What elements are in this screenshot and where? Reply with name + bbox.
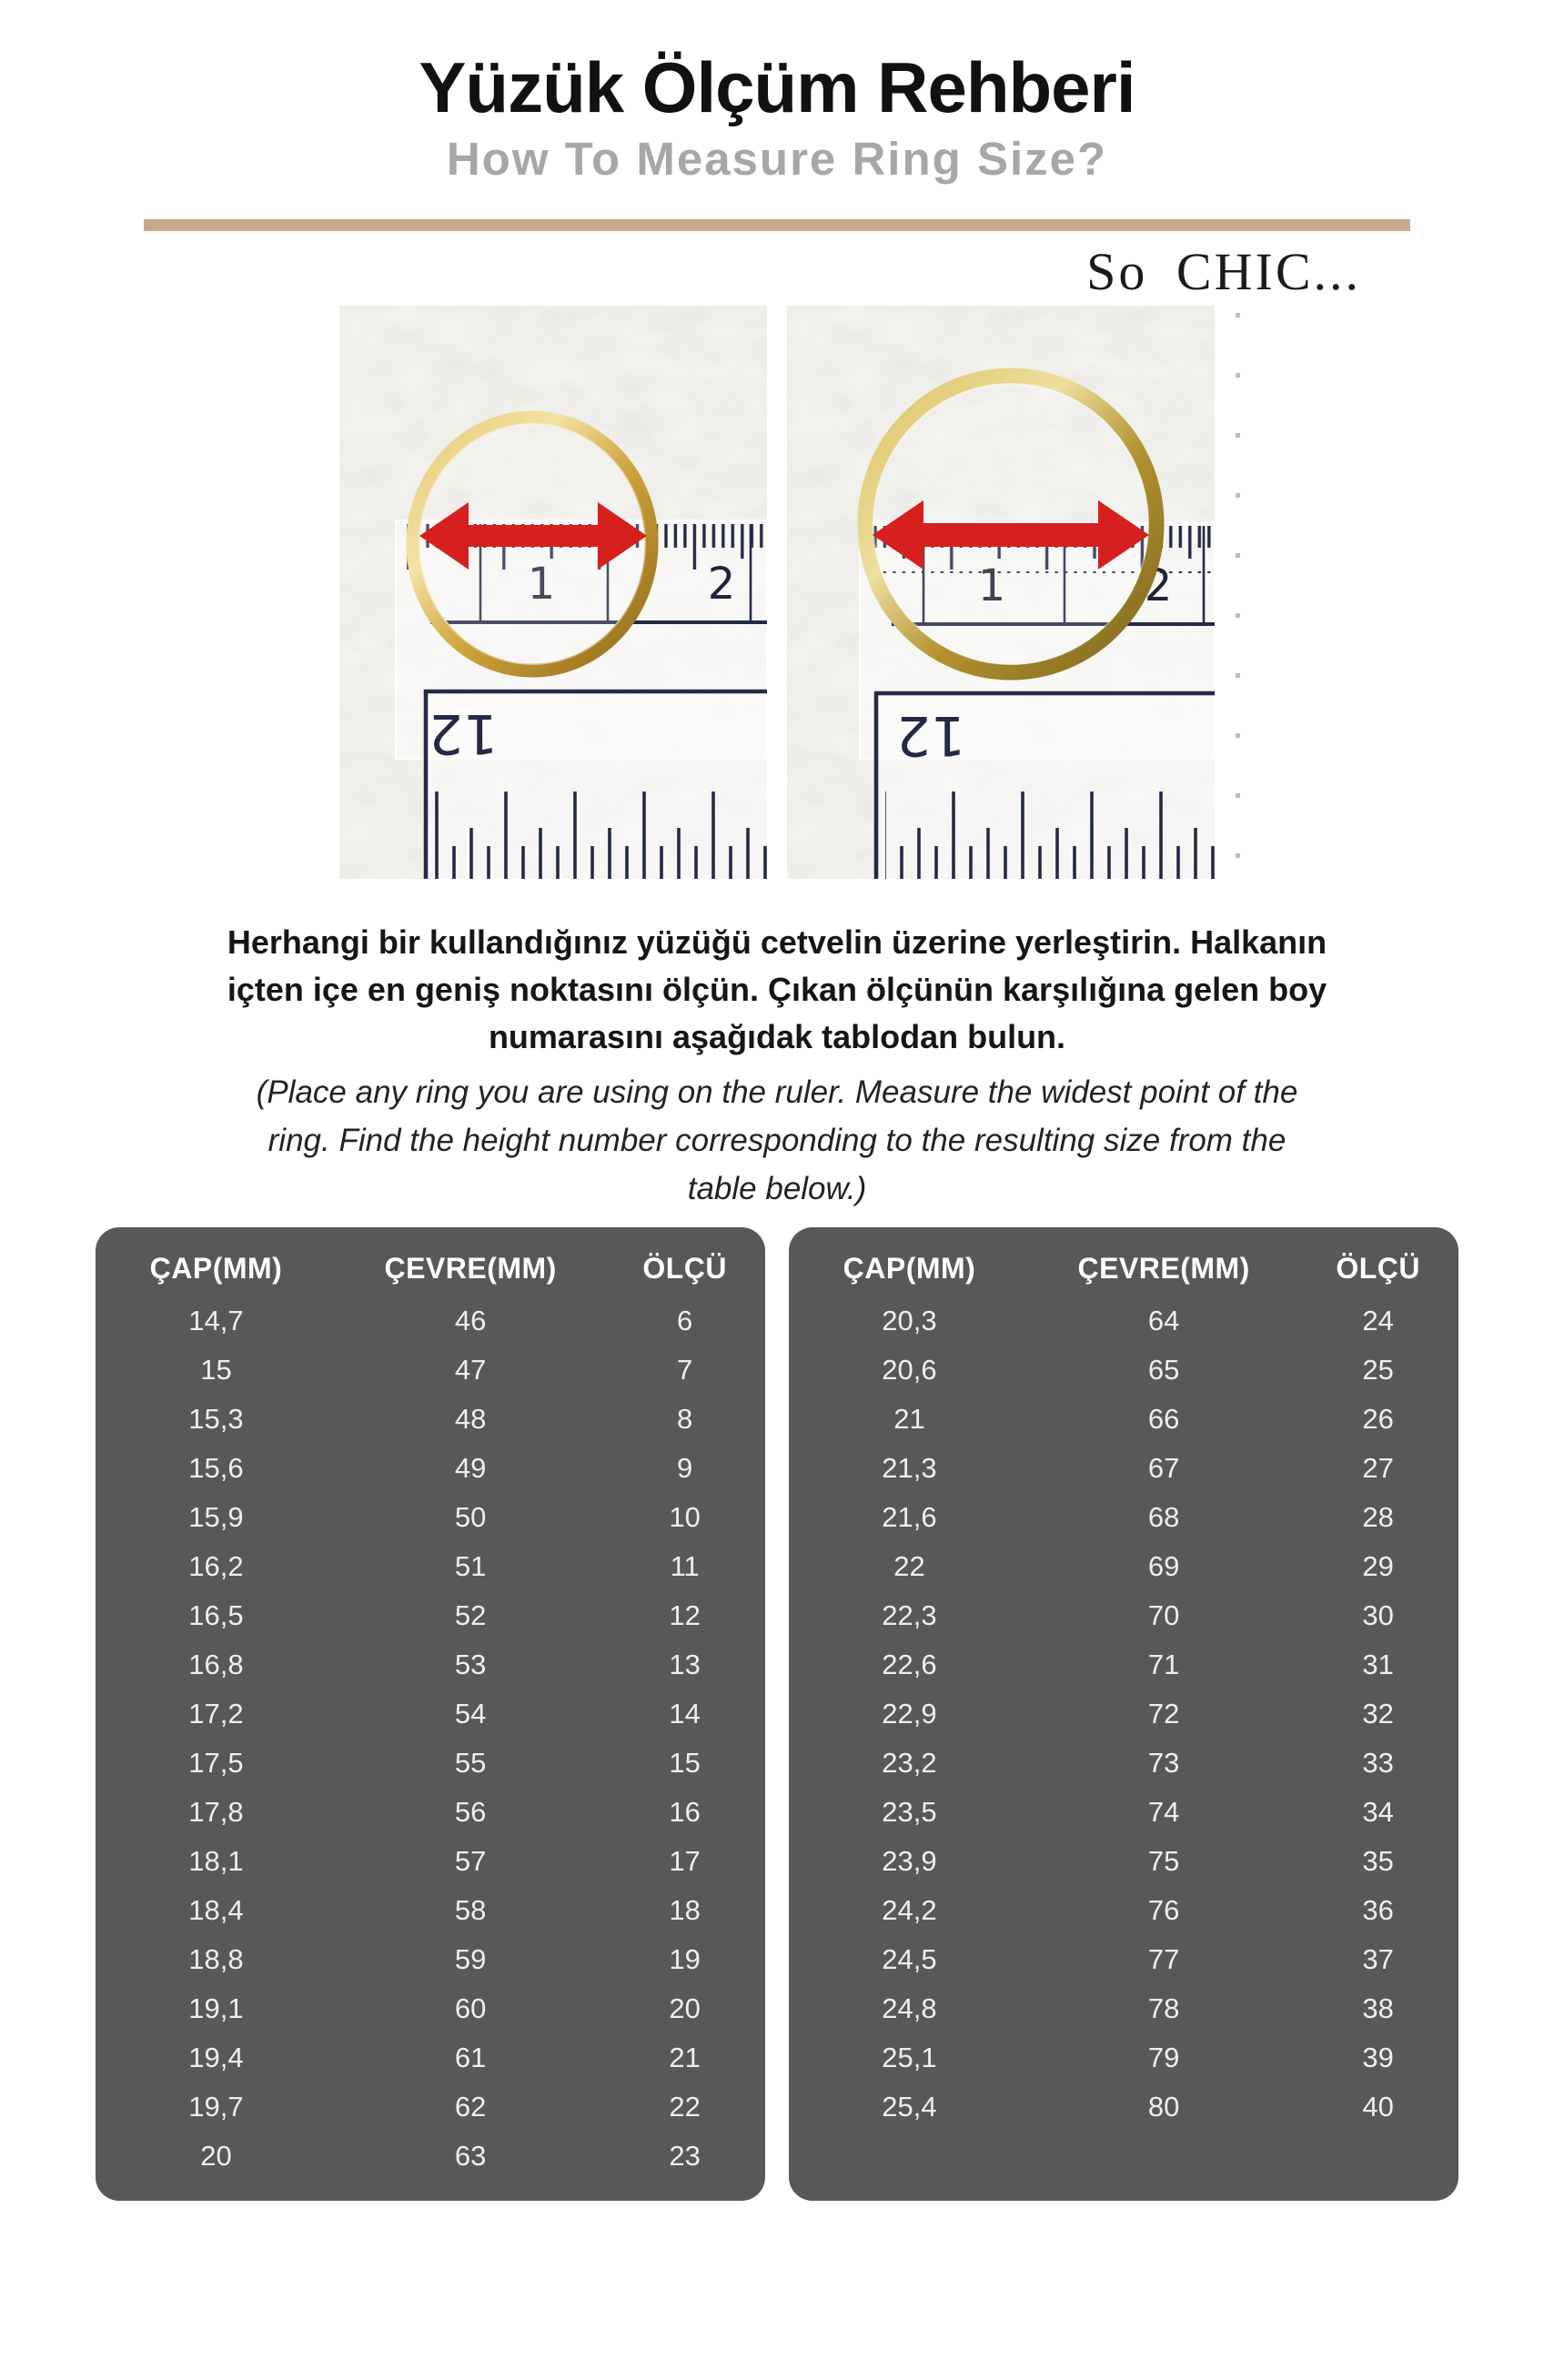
cell-circumference: 78 bbox=[1147, 1992, 1180, 2025]
cell-size: 40 bbox=[1362, 2091, 1394, 2123]
table-row bbox=[789, 1444, 1458, 1493]
table-row bbox=[789, 1395, 1458, 1444]
cell-diameter: 22,9 bbox=[882, 1698, 937, 1730]
table-header-row bbox=[789, 1240, 1458, 1296]
bottom-ticks bbox=[885, 788, 1215, 879]
table-row bbox=[96, 1493, 765, 1542]
table-row bbox=[96, 1542, 765, 1591]
cell-size: 17 bbox=[669, 1845, 701, 1878]
cell-size: 36 bbox=[1362, 1894, 1394, 1927]
cell-size: 33 bbox=[1362, 1747, 1394, 1780]
table-row bbox=[789, 1935, 1458, 1984]
cell-circumference: 76 bbox=[1147, 1894, 1180, 1927]
column-header-diameter: ÇAP(MM) bbox=[843, 1252, 976, 1286]
cell-diameter: 17,2 bbox=[188, 1698, 244, 1730]
table-row bbox=[96, 1886, 765, 1935]
table-row bbox=[789, 1591, 1458, 1640]
table-row bbox=[96, 1837, 765, 1886]
cell-circumference: 56 bbox=[454, 1796, 487, 1829]
cell-diameter: 23,5 bbox=[882, 1796, 937, 1829]
table-row bbox=[789, 1739, 1458, 1788]
table-row bbox=[96, 1935, 765, 1984]
table-row bbox=[96, 1640, 765, 1689]
instructions-english-line: ring. Find the height number corresponding to the resulting size from the bbox=[267, 1123, 1287, 1159]
ruler-number-1: 1 bbox=[977, 560, 1006, 612]
page-subtitle: How To Measure Ring Size? bbox=[446, 132, 1108, 185]
column-header-diameter: ÇAP(MM) bbox=[149, 1252, 283, 1286]
reversed-ruler-number: 12 bbox=[428, 701, 499, 766]
table-row bbox=[96, 1296, 765, 1346]
table-row bbox=[789, 1542, 1458, 1591]
cell-diameter: 23,2 bbox=[882, 1747, 937, 1780]
table-row bbox=[96, 1739, 765, 1788]
cell-size: 7 bbox=[677, 1354, 693, 1387]
cell-diameter: 19,1 bbox=[188, 1992, 244, 2025]
cell-diameter: 21,3 bbox=[882, 1452, 937, 1485]
cell-diameter: 23,9 bbox=[882, 1845, 937, 1878]
cell-diameter: 22,3 bbox=[882, 1599, 937, 1632]
cell-circumference: 51 bbox=[454, 1550, 487, 1583]
cell-circumference: 53 bbox=[454, 1649, 487, 1681]
cell-size: 34 bbox=[1362, 1796, 1394, 1829]
cell-size: 37 bbox=[1362, 1943, 1394, 1976]
size-tables bbox=[96, 1227, 1458, 2201]
cell-size: 23 bbox=[669, 2140, 701, 2173]
table-body bbox=[96, 1296, 765, 2181]
dotted-separator bbox=[1236, 313, 1240, 870]
cell-circumference: 54 bbox=[454, 1698, 487, 1730]
instructions-turkish-line: Herhangi bir kullandığınız yüzüğü cetvelin üzerine yerleştirin. Halkanın bbox=[227, 923, 1327, 962]
table-row bbox=[789, 1689, 1458, 1739]
column-header-circumference: ÇEVRE(MM) bbox=[384, 1252, 557, 1286]
cell-circumference: 65 bbox=[1147, 1354, 1180, 1387]
cell-diameter: 15 bbox=[200, 1354, 232, 1387]
cell-circumference: 59 bbox=[454, 1943, 487, 1976]
cell-size: 26 bbox=[1362, 1403, 1394, 1436]
reversed-ruler-number: 12 bbox=[895, 703, 966, 768]
brand-logo: So CHIC... bbox=[1086, 242, 1361, 302]
cell-circumference: 70 bbox=[1147, 1599, 1180, 1632]
cell-diameter: 15,3 bbox=[188, 1403, 244, 1436]
cell-circumference: 75 bbox=[1147, 1845, 1180, 1878]
table-row bbox=[96, 1984, 765, 2033]
cell-size: 32 bbox=[1362, 1698, 1394, 1730]
cell-diameter: 25,4 bbox=[882, 2091, 937, 2123]
cell-size: 20 bbox=[669, 1992, 701, 2025]
ruler-number-1: 1 bbox=[527, 559, 556, 610]
table-row bbox=[96, 2033, 765, 2082]
cell-size: 8 bbox=[677, 1403, 693, 1436]
cell-size: 6 bbox=[677, 1305, 693, 1337]
table-row bbox=[96, 1591, 765, 1640]
photo-ring-small bbox=[339, 306, 767, 879]
cell-circumference: 62 bbox=[454, 2091, 487, 2123]
table-row bbox=[96, 1788, 765, 1837]
size-table-large-sizes bbox=[789, 1227, 1458, 2201]
ruler-bottom-scale bbox=[426, 691, 767, 879]
instructions-english-line: (Place any ring you are using on the ruler. Measure the widest point of the bbox=[256, 1074, 1298, 1111]
page-title: Yüzük Ölçüm Rehberi bbox=[419, 47, 1135, 127]
cell-diameter: 20,6 bbox=[882, 1354, 937, 1387]
instructions-turkish bbox=[0, 919, 1554, 1061]
cell-circumference: 57 bbox=[454, 1845, 487, 1878]
cell-size: 13 bbox=[669, 1649, 701, 1681]
cell-circumference: 46 bbox=[454, 1305, 487, 1337]
cell-diameter: 21 bbox=[893, 1403, 925, 1436]
cell-circumference: 48 bbox=[454, 1403, 487, 1436]
table-row bbox=[789, 1837, 1458, 1886]
cell-diameter: 18,4 bbox=[188, 1894, 244, 1927]
cell-size: 22 bbox=[669, 2091, 701, 2123]
instructions-english bbox=[0, 1068, 1554, 1213]
cell-size: 29 bbox=[1362, 1550, 1394, 1583]
table-row bbox=[789, 2033, 1458, 2082]
bottom-ticks bbox=[434, 788, 767, 879]
ruler-number-2: 2 bbox=[707, 559, 736, 610]
cell-circumference: 49 bbox=[454, 1452, 487, 1485]
cell-size: 30 bbox=[1362, 1599, 1394, 1632]
cell-diameter: 20,3 bbox=[882, 1305, 937, 1337]
cell-size: 25 bbox=[1362, 1354, 1394, 1387]
photo-ring-large bbox=[787, 306, 1215, 879]
table-row bbox=[96, 1689, 765, 1739]
cell-diameter: 24,5 bbox=[882, 1943, 937, 1976]
divider-bar bbox=[144, 219, 1410, 231]
table-header-row bbox=[96, 1240, 765, 1296]
cell-circumference: 58 bbox=[454, 1894, 487, 1927]
cell-circumference: 66 bbox=[1147, 1403, 1180, 1436]
instructions-turkish-line: numarasını aşağıdak tablodan bulun. bbox=[488, 1018, 1066, 1056]
cell-circumference: 52 bbox=[454, 1599, 487, 1632]
cell-circumference: 80 bbox=[1147, 2091, 1180, 2123]
cell-circumference: 60 bbox=[454, 1992, 487, 2025]
cell-diameter: 15,6 bbox=[188, 1452, 244, 1485]
cell-size: 16 bbox=[669, 1796, 701, 1829]
cell-diameter: 17,5 bbox=[188, 1747, 244, 1780]
cell-circumference: 77 bbox=[1147, 1943, 1180, 1976]
cell-diameter: 21,6 bbox=[882, 1501, 937, 1534]
cell-circumference: 69 bbox=[1147, 1550, 1180, 1583]
table-row bbox=[96, 1444, 765, 1493]
cell-diameter: 18,1 bbox=[188, 1845, 244, 1878]
cell-size: 9 bbox=[677, 1452, 693, 1485]
table-row bbox=[789, 1640, 1458, 1689]
cell-circumference: 79 bbox=[1147, 2042, 1180, 2074]
table-row bbox=[96, 2132, 765, 2181]
cell-circumference: 64 bbox=[1147, 1305, 1180, 1337]
table-row bbox=[789, 1984, 1458, 2033]
table-row bbox=[96, 2082, 765, 2132]
cell-size: 15 bbox=[669, 1747, 701, 1780]
cell-diameter: 17,8 bbox=[188, 1796, 244, 1829]
cell-diameter: 22 bbox=[893, 1550, 925, 1583]
cell-size: 28 bbox=[1362, 1501, 1394, 1534]
column-header-circumference: ÇEVRE(MM) bbox=[1077, 1252, 1250, 1286]
cell-size: 21 bbox=[669, 2042, 701, 2074]
cell-circumference: 72 bbox=[1147, 1698, 1180, 1730]
column-header-size: ÖLÇÜ bbox=[1336, 1252, 1420, 1286]
cell-size: 27 bbox=[1362, 1452, 1394, 1485]
cell-size: 35 bbox=[1362, 1845, 1394, 1878]
ruler-number-2: 2 bbox=[1144, 560, 1173, 612]
cell-size: 31 bbox=[1362, 1649, 1394, 1681]
cell-diameter: 25,1 bbox=[882, 2042, 937, 2074]
cell-size: 39 bbox=[1362, 2042, 1394, 2074]
cell-size: 12 bbox=[669, 1599, 701, 1632]
cell-diameter: 16,2 bbox=[188, 1550, 244, 1583]
cell-circumference: 47 bbox=[454, 1354, 487, 1387]
cell-circumference: 55 bbox=[454, 1747, 487, 1780]
table-row bbox=[789, 1296, 1458, 1346]
cell-diameter: 14,7 bbox=[188, 1305, 244, 1337]
table-row bbox=[789, 1788, 1458, 1837]
size-table-small-sizes bbox=[96, 1227, 765, 2201]
table-row bbox=[789, 1346, 1458, 1395]
cell-diameter: 16,8 bbox=[188, 1649, 244, 1681]
table-row bbox=[789, 1493, 1458, 1542]
cell-diameter: 20 bbox=[200, 2140, 232, 2173]
cell-circumference: 74 bbox=[1147, 1796, 1180, 1829]
cell-circumference: 61 bbox=[454, 2042, 487, 2074]
cell-diameter: 24,8 bbox=[882, 1992, 937, 2025]
cell-size: 18 bbox=[669, 1894, 701, 1927]
table-row bbox=[96, 1346, 765, 1395]
cell-diameter: 24,2 bbox=[882, 1894, 937, 1927]
cell-diameter: 16,5 bbox=[188, 1599, 244, 1632]
cell-size: 24 bbox=[1362, 1305, 1394, 1337]
cell-diameter: 22,6 bbox=[882, 1649, 937, 1681]
cell-size: 11 bbox=[670, 1550, 700, 1583]
cell-size: 19 bbox=[669, 1943, 701, 1976]
cell-size: 10 bbox=[669, 1501, 701, 1534]
cell-diameter: 15,9 bbox=[188, 1501, 244, 1534]
cell-diameter: 19,7 bbox=[188, 2091, 244, 2123]
table-row bbox=[789, 2082, 1458, 2132]
instructions-turkish-line: içten içe en geniş noktasını ölçün. Çıkan ölçünün karşılığına gelen boy bbox=[227, 971, 1327, 1009]
cell-circumference: 68 bbox=[1147, 1501, 1180, 1534]
instructions-english-line: table below.) bbox=[687, 1171, 867, 1207]
cell-size: 14 bbox=[669, 1698, 701, 1730]
photo-row bbox=[0, 306, 1554, 879]
cell-diameter: 18,8 bbox=[188, 1943, 244, 1976]
cell-circumference: 50 bbox=[454, 1501, 487, 1534]
cell-circumference: 67 bbox=[1147, 1452, 1180, 1485]
column-header-size: ÖLÇÜ bbox=[642, 1252, 727, 1286]
ruler-bottom-scale bbox=[876, 693, 1215, 879]
ring-size-guide-page bbox=[0, 47, 1554, 2380]
cell-circumference: 71 bbox=[1147, 1649, 1180, 1681]
table-body bbox=[789, 1296, 1458, 2132]
table-row bbox=[789, 1886, 1458, 1935]
cell-size: 38 bbox=[1362, 1992, 1394, 2025]
table-row bbox=[96, 1395, 765, 1444]
cell-circumference: 73 bbox=[1147, 1747, 1180, 1780]
cell-circumference: 63 bbox=[454, 2140, 487, 2173]
cell-diameter: 19,4 bbox=[188, 2042, 244, 2074]
